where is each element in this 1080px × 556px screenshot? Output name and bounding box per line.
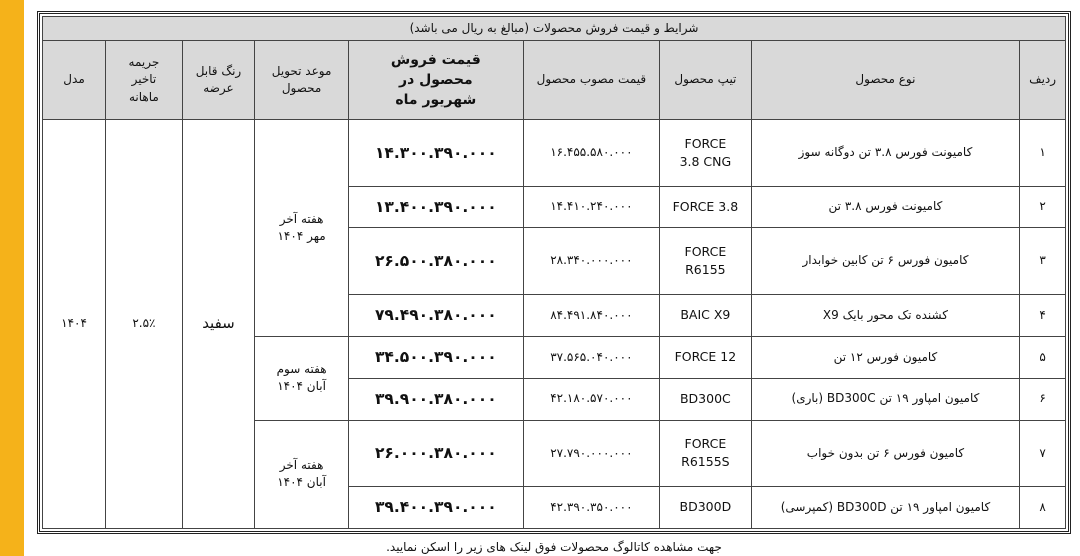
product-model: FORCE 3.8 [660, 186, 752, 228]
sale-price: ۳۹.۴۰۰.۳۹۰.۰۰۰ [348, 487, 523, 529]
header-product-model: تیپ محصول [660, 41, 752, 120]
approved-price: ۴۲.۳۹۰.۳۵۰.۰۰۰ [523, 487, 659, 529]
row-number: ۵ [1020, 336, 1066, 378]
approved-price: ۳۷.۵۶۵.۰۴۰.۰۰۰ [523, 336, 659, 378]
row-number: ۸ [1020, 487, 1066, 529]
delivery-date: هفته آخر مهر ۱۴۰۴ [255, 120, 349, 337]
approved-price: ۱۶.۴۵۵.۵۸۰.۰۰۰ [523, 120, 659, 187]
product-type: کامیون امپاور ۱۹ تن BD300D (کمپرسی) [751, 487, 1020, 529]
product-model: FORCE R6155 [660, 228, 752, 295]
table-row [43, 120, 1066, 187]
header-product-type: نوع محصول [751, 41, 1020, 120]
header-penalty: جریمه تاخیر ماهانه [106, 41, 183, 120]
accent-bar [0, 0, 24, 556]
product-type: کامیونت فورس ۳.۸ تن [751, 186, 1020, 228]
product-model: FORCE 3.8 CNG [660, 120, 752, 187]
sale-price: ۷۹.۴۹۰.۳۸۰.۰۰۰ [348, 294, 523, 336]
delivery-date: هفته سوم آبان ۱۴۰۴ [255, 336, 349, 420]
product-model: FORCE 12 [660, 336, 752, 378]
header-approved-price: قیمت مصوب محصول [523, 41, 659, 120]
approved-price: ۲۷.۷۹۰.۰۰۰.۰۰۰ [523, 420, 659, 487]
catalog-note: جهت مشاهده کاتالوگ محصولات فوق لینک های زیر را اسکن نمایید. [386, 540, 722, 554]
penalty-rate: ۲.۵٪ [106, 120, 183, 529]
row-number: ۶ [1020, 378, 1066, 420]
product-type: کامیونت فورس ۳.۸ تن دوگانه سوز [751, 120, 1020, 187]
delivery-date: هفته آخر آبان ۱۴۰۴ [255, 420, 349, 528]
sale-price: ۱۳.۴۰۰.۳۹۰.۰۰۰ [348, 186, 523, 228]
price-table-frame [37, 11, 1071, 534]
sale-price: ۳۹.۹۰۰.۳۸۰.۰۰۰ [348, 378, 523, 420]
sale-price: ۱۴.۳۰۰.۳۹۰.۰۰۰ [348, 120, 523, 187]
row-number: ۳ [1020, 228, 1066, 295]
price-table [42, 16, 1066, 529]
approved-price: ۱۴.۴۱۰.۲۴۰.۰۰۰ [523, 186, 659, 228]
model-year: ۱۴۰۴ [43, 120, 106, 529]
product-type: کامیون فورس ۶ تن بدون خواب [751, 420, 1020, 487]
row-number: ۱ [1020, 120, 1066, 187]
product-type: کامیون امپاور ۱۹ تن BD300C (باری) [751, 378, 1020, 420]
product-type: کشنده تک محور بایک X9 [751, 294, 1020, 336]
sale-price: ۲۶.۵۰۰.۳۸۰.۰۰۰ [348, 228, 523, 295]
table-title: شرایط و قیمت فروش محصولات (مبالغ به ریال می باشد) [43, 17, 1066, 41]
header-delivery: موعد تحویل محصول [255, 41, 349, 120]
approved-price: ۲۸.۳۴۰.۰۰۰.۰۰۰ [523, 228, 659, 295]
header-sale-price: قیمت فروش محصول در شهریور ماه [348, 41, 523, 120]
row-number: ۴ [1020, 294, 1066, 336]
approved-price: ۴۲.۱۸۰.۵۷۰.۰۰۰ [523, 378, 659, 420]
sale-price: ۳۴.۵۰۰.۳۹۰.۰۰۰ [348, 336, 523, 378]
product-model: FORCE R6155S [660, 420, 752, 487]
sale-price: ۲۶.۰۰۰.۳۸۰.۰۰۰ [348, 420, 523, 487]
header-year: مدل [43, 41, 106, 120]
header-color: رنگ قابل عرضه [182, 41, 254, 120]
header-row-number: ردیف [1020, 41, 1066, 120]
color: سفید [182, 120, 254, 529]
approved-price: ۸۴.۴۹۱.۸۴۰.۰۰۰ [523, 294, 659, 336]
product-type: کامیون فورس ۱۲ تن [751, 336, 1020, 378]
row-number: ۷ [1020, 420, 1066, 487]
product-model: BD300C [660, 378, 752, 420]
row-number: ۲ [1020, 186, 1066, 228]
product-model: BD300D [660, 487, 752, 529]
product-model: BAIC X9 [660, 294, 752, 336]
product-type: کامیون فورس ۶ تن کابین خوابدار [751, 228, 1020, 295]
